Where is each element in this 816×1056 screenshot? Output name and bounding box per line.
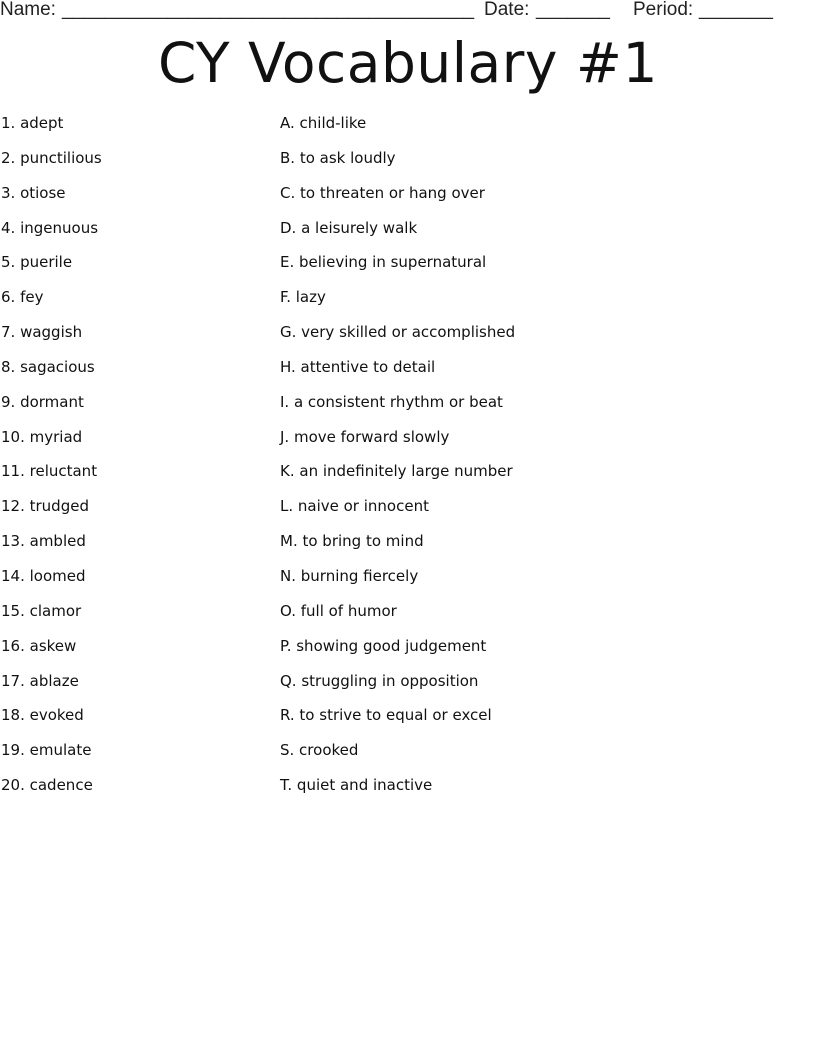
term-item: 19. emulate [1,741,92,760]
period-label: Period: [633,0,694,20]
definition-item: R. to strive to equal or excel [280,706,492,725]
term-item: 14. loomed [1,566,86,585]
definition-item: C. to threaten or hang over [280,183,485,202]
term-item: 13. ambled [1,532,86,551]
term-list [1,112,261,809]
date-field[interactable]: _______ [536,0,610,20]
term-item: 18. evoked [1,706,84,725]
definition-item: S. crooked [280,741,359,760]
definition-item: G. very skilled or accomplished [280,323,516,342]
definition-item: I. a consistent rhythm or beat [280,392,503,411]
term-item: 4. ingenuous [1,218,99,237]
definition-item: B. to ask loudly [280,148,396,167]
definition-item: D. a leisurely walk [280,218,418,237]
term-item: 16. askew [1,636,77,655]
period-field[interactable]: _______ [699,0,773,20]
date-label: Date: [484,0,530,20]
page-title: CY Vocabulary #1 [158,31,658,95]
term-item: 7. waggish [1,323,83,342]
definition-item: M. to bring to mind [280,532,424,551]
definition-item: L. naive or innocent [280,497,429,516]
term-item: 3. otiose [1,183,66,202]
worksheet-header [0,0,816,24]
definition-item: Q. struggling in opposition [280,671,479,690]
definition-item: J. move forward slowly [280,427,450,446]
term-item: 17. ablaze [1,671,79,690]
name-label: Name: [0,0,56,20]
term-item: 20. cadence [1,776,93,795]
definition-item: H. attentive to detail [280,357,436,376]
name-field[interactable]: _______________________________________ [62,0,475,20]
term-item: 9. dormant [1,392,84,411]
definition-item: K. an indefinitely large number [280,462,513,481]
definition-item: N. burning fiercely [280,566,419,585]
term-item: 8. sagacious [1,357,95,376]
term-item: 6. fey [1,288,44,307]
definition-item: E. believing in supernatural [280,253,487,272]
term-item: 15. clamor [1,601,82,620]
term-item: 2. punctilious [1,148,102,167]
term-item: 5. puerile [1,253,73,272]
definition-item: P. showing good judgement [280,636,487,655]
term-item: 1. adept [1,114,64,132]
term-item: 11. reluctant [1,462,98,481]
definition-item: F. lazy [280,288,326,307]
term-item: 12. trudged [1,497,89,516]
definition-list [280,112,780,809]
definition-item: T. quiet and inactive [280,776,433,795]
definition-item: A. child-like [280,114,367,132]
definition-item: O. full of humor [280,601,397,620]
term-item: 10. myriad [1,427,83,446]
